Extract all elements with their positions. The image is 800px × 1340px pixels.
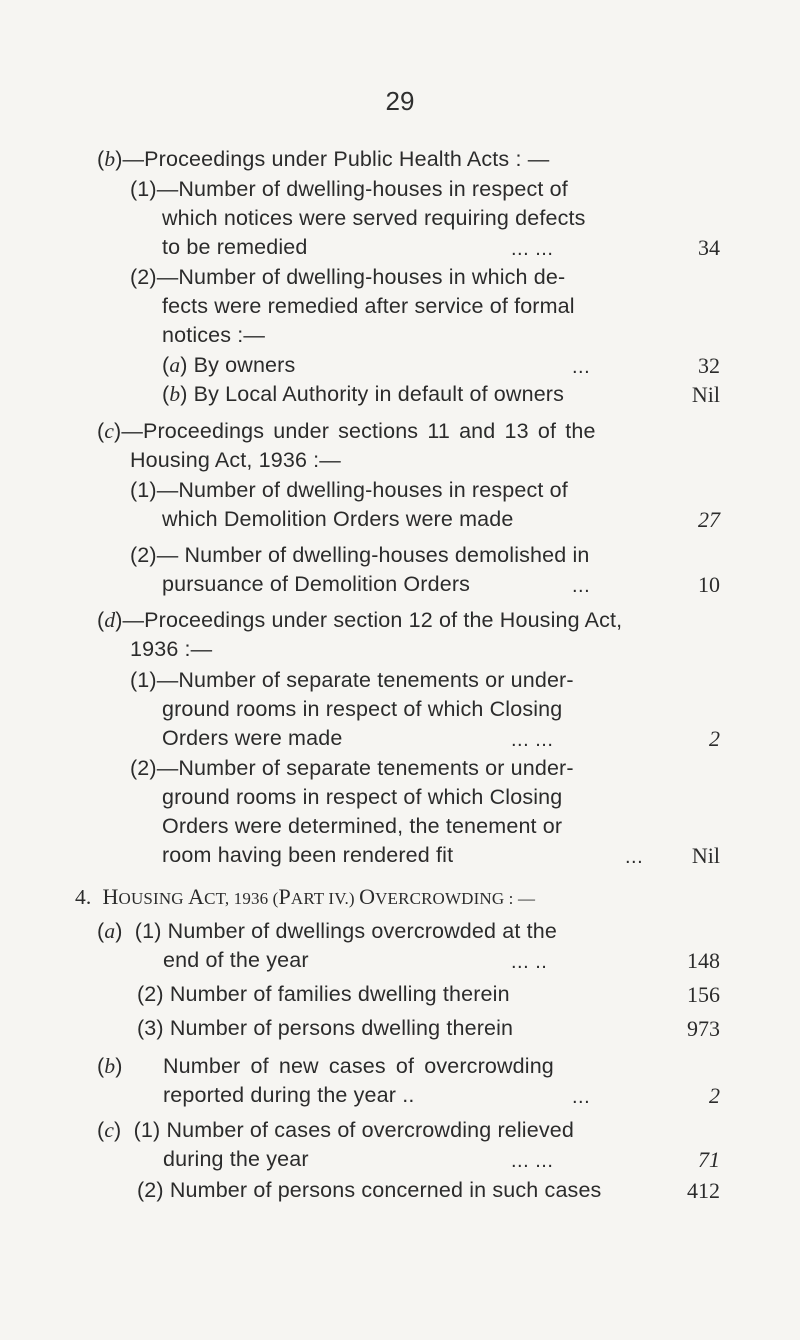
- section-b-item2-sub-a: (a) By owners: [162, 353, 296, 377]
- leader-dots: ...: [572, 575, 591, 597]
- section-4b-line1-text: Number of new cases of overcrowding: [163, 1054, 554, 1078]
- leader-dots: ... ...: [511, 729, 554, 751]
- section-b-heading: (b)—Proceedings under Public Health Acts : —: [97, 147, 550, 171]
- section-b-item1-line1: (1)—Number of dwelling-houses in respect of: [130, 177, 568, 201]
- section-4a-item1-line1: (a) (1) Number of dwellings overcrowded at the: [97, 919, 557, 943]
- section-b-item2-line2: fects were remedied after service of formal: [162, 294, 575, 318]
- value-c1: 27: [698, 507, 720, 532]
- section-c-item2-line1: (2)— Number of dwelling-houses demolished in: [130, 543, 590, 567]
- section-4c-item1-line2: during the year: [163, 1147, 309, 1171]
- value-b2b: Nil: [691, 382, 720, 407]
- section-4a-item1-line2: end of the year: [163, 948, 309, 972]
- section-b-item2-line3: notices :—: [162, 323, 266, 347]
- section-4b-line1: (b): [97, 1054, 123, 1078]
- value-4a3: 973: [687, 1016, 720, 1041]
- section-d-item1-line1: (1)—Number of separate tenements or under-: [130, 668, 574, 692]
- value-4b: 2: [709, 1083, 720, 1108]
- section-4c-item1-line1: (c) (1) Number of cases of overcrowding relieved: [97, 1118, 574, 1142]
- value-b2a: 32: [698, 353, 720, 378]
- section-4a-item3: (3) Number of persons dwelling therein: [137, 1016, 514, 1040]
- section-c-item1-line2: which Demolition Orders were made: [162, 507, 514, 531]
- section-d-item2-line3: Orders were determined, the tenement or: [162, 814, 563, 838]
- value-4a2: 156: [687, 982, 720, 1007]
- section-d-heading-line1: (d)—Proceedings under section 12 of the Housing Act,: [97, 608, 623, 632]
- value-4c1: 71: [698, 1147, 720, 1172]
- section-b-item1-line2: which notices were served requiring defects: [162, 206, 586, 230]
- page-number: 29: [385, 86, 415, 116]
- value-d2: Nil: [691, 843, 720, 868]
- section-c-heading-line2: Housing Act, 1936 :—: [130, 448, 341, 472]
- section-d-item2-line2: ground rooms in respect of which Closing: [162, 785, 563, 809]
- section-4a-item2: (2) Number of families dwelling therein: [137, 982, 510, 1006]
- section-d-item1-line2: ground rooms in respect of which Closing: [162, 697, 563, 721]
- section-d-item2-line4: room having been rendered fit: [162, 843, 454, 867]
- section-4-title: 4. HOUSING ACT, 1936 (PART IV.) OVERCROWDING : —: [75, 884, 536, 909]
- section-4b-line2: reported during the year ..: [163, 1083, 415, 1107]
- section-d-item2-line1: (2)—Number of separate tenements or under-: [130, 756, 574, 780]
- section-d-item1-line3: Orders were made: [162, 726, 343, 750]
- leader-dots: ... ...: [511, 238, 554, 260]
- value-d1: 2: [709, 726, 720, 751]
- leader-dots: ... ..: [511, 951, 548, 973]
- value-c2: 10: [698, 572, 720, 597]
- value-4c2: 412: [687, 1178, 720, 1203]
- section-c-item1-line1: (1)—Number of dwelling-houses in respect of: [130, 478, 568, 502]
- value-b1: 34: [698, 235, 720, 260]
- section-c-heading-line1: (c)—Proceedings under sections 11 and 13 of the: [97, 419, 596, 443]
- section-b-item1-line3: to be remedied: [162, 235, 308, 259]
- leader-dots: ...: [572, 1086, 591, 1108]
- leader-dots: ... ...: [511, 1150, 554, 1172]
- section-4c-item2: (2) Number of persons concerned in such cases: [137, 1178, 602, 1202]
- section-d-heading-line2: 1936 :—: [130, 637, 213, 661]
- section-c-item2-line2: pursuance of Demolition Orders: [162, 572, 471, 596]
- value-4a1: 148: [687, 948, 720, 973]
- leader-dots: ...: [572, 356, 591, 378]
- leader-dots: ...: [625, 846, 644, 868]
- section-b-item2-sub-b: (b) By Local Authority in default of owners: [162, 382, 565, 406]
- section-b-item2-line1: (2)—Number of dwelling-houses in which de-: [130, 265, 566, 289]
